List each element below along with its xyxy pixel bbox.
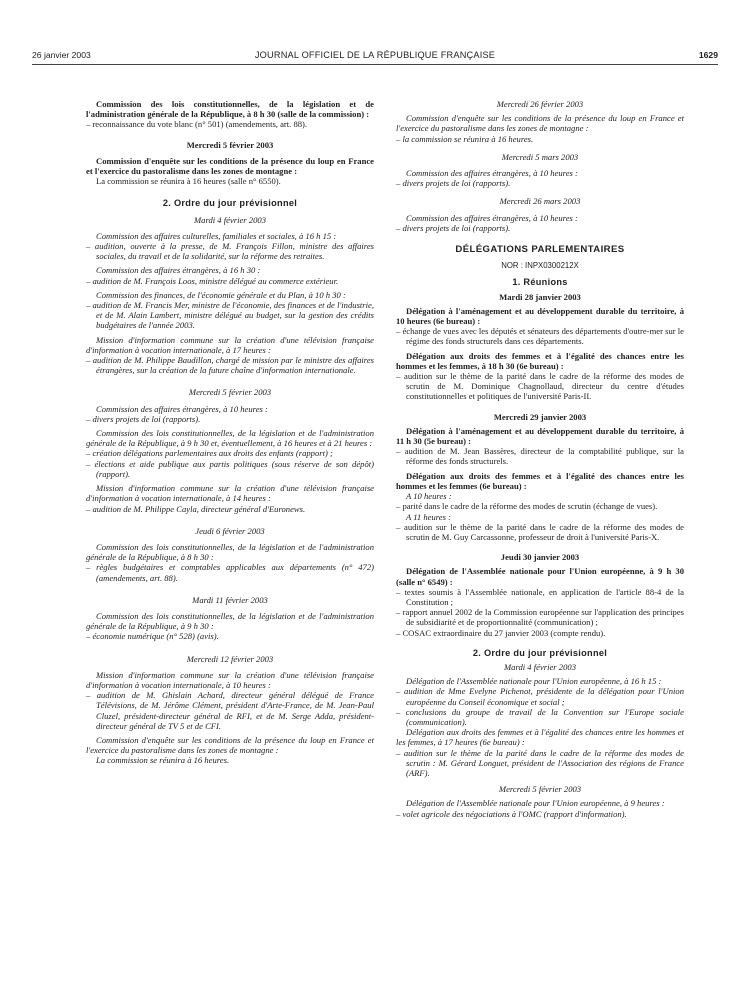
- block-title: Commission d'enquête sur les conditions de la présence du loup en France et l'exercice du pastoralisme dans les zones de montagne :: [396, 113, 684, 134]
- block-title: Délégation aux droits des femmes et à l'égalité des chances entre les hommes et les femmes (6e bureau) :: [396, 470, 684, 491]
- block-title: Commission des affaires étrangères, à 16 h 30 :: [96, 265, 261, 276]
- page-number: 1629: [698, 50, 718, 60]
- header-rule: [32, 64, 718, 65]
- block-title: Commission des affaires étrangères, à 10 heures :: [406, 212, 578, 223]
- date-heading: Mercredi 12 février 2003: [186, 653, 274, 664]
- agenda-item: – volet agricole des négociations à l'OMC (rapport d'information).: [396, 808, 627, 819]
- block-title: Délégation à l'aménagement et au développement durable du territoire, à 10 heures (6e bureau) :: [396, 305, 684, 327]
- agenda-item: – audition de Mme Evelyne Pichenot, présidente de la délégation pour l'Union européenne du Conseil économique et social ;: [396, 686, 684, 707]
- agenda-item: – élections et aide publique aux partis politiques (sous réserve de son dépôt) (rapport).: [86, 458, 374, 479]
- block-title: Mission d'information commune sur la création d'une télévision française d'information à vocation internationale, à 14 heures :: [86, 483, 374, 504]
- date-heading: Mercredi 26 mars 2003: [499, 196, 581, 207]
- block-text: La commission se réunira à 16 heures.: [96, 755, 230, 766]
- agenda-item: – audition sur le thème de la parité dans le cadre de la réforme des modes de scrutin de M. Dominique Chagnollaud, directeur du centre d'études constitutionnelles et politiques de l'université Paris-II.: [396, 371, 684, 402]
- section-heading: 2. Ordre du jour prévisionnel: [472, 647, 608, 658]
- agenda-item: – COSAC extraordinaire du 27 janvier 2003 (compte rendu).: [396, 627, 606, 638]
- agenda-item: – audition sur le thème de la parité dans le cadre de la réforme des modes de scrutin : M. Gérard Longuet, président de l'Association des régions de France (ARF).: [396, 747, 684, 778]
- block-title: Délégation aux droits des femmes et à l'égalité des chances entre les hommes et les femmes, à 17 heures (6e bureau) :: [396, 727, 684, 748]
- block-text: A 10 heures :: [406, 491, 452, 502]
- block-title: Commission des lois constitutionnelles, de la législation et de l'administration générale de la République, à 8 h 30 (salle de la commission) :: [86, 99, 374, 120]
- block-title: Commission des lois constitutionnelles, de la législation et de l'administration générale de la République, à 8 h 30 :: [86, 541, 374, 563]
- agenda-item: – audition sur le thème de la parité dans le cadre de la réforme des modes de scrutin de M. Guy Carcassonne, professeur de droit à l'université Paris-X.: [396, 521, 684, 542]
- section-heading: 2. Ordre du jour prévisionnel: [162, 198, 298, 209]
- agenda-item: – échange de vues avec les députés et sénateurs des départements d'outre-mer sur le régime des fonds structurels dans ces départements.: [396, 326, 684, 347]
- agenda-item: – la commission se réunira à 16 heures.: [396, 133, 534, 144]
- agenda-item: – rapport annuel 2002 de la Commission européenne sur l'application des principes de subsidiarité et de proportionnalité (communication) ;: [396, 607, 684, 628]
- block-text: A 11 heures :: [406, 511, 451, 522]
- block-title: Commission des affaires étrangères, à 10 heures :: [406, 168, 578, 179]
- block-title: Commission des affaires culturelles, familiales et sociales, à 16 h 15 :: [96, 230, 337, 241]
- date-heading: Mercredi 29 janvier 2003: [493, 411, 587, 422]
- delegations-heading: DÉLÉGATIONS PARLEMENTAIRES: [455, 244, 625, 256]
- date-heading: Mercredi 26 février 2003: [496, 99, 584, 109]
- agenda-item: – reconnaissance du vote blanc (n° 501) (amendements, art. 88).: [86, 119, 308, 130]
- header-date: 26 janvier 2003: [32, 50, 91, 60]
- block-title: Commission des finances, de l'économie générale et du Plan, à 10 h 30 :: [96, 289, 346, 300]
- block-title: Délégation de l'Assemblée nationale pour l'Union européenne, à 16 h 15 :: [406, 676, 662, 687]
- date-heading: Mardi 28 janvier 2003: [499, 291, 581, 302]
- right-column: [396, 99, 684, 819]
- agenda-item: – audition, ouverte à la presse, de M. François Fillon, ministre des affaires sociales, du travail et de la solidarité, sur la réforme des retraites.: [86, 241, 374, 262]
- nor-reference: NOR : INPX0300212X: [501, 261, 579, 271]
- block-title: Commission d'enquête sur les conditions de la présence du loup en France et l'exercice du pastoralisme dans les zones de montagne :: [86, 734, 374, 756]
- journal-title: JOURNAL OFFICIEL DE LA RÉPUBLIQUE FRANÇAISE: [254, 50, 496, 60]
- page-header: [32, 50, 718, 64]
- block-title: Délégation à l'aménagement et au développement durable du territoire, à 11 h 30 (5e bureau) :: [396, 425, 684, 447]
- agenda-item: – règles budgétaires et comptables applicables aux départements (n° 472) (amendements, art. 88).: [86, 562, 374, 583]
- date-heading: Mercredi 5 février 2003: [188, 387, 272, 398]
- date-heading: Jeudi 6 février 2003: [195, 525, 265, 536]
- agenda-item: – création délégations parlementaires aux droits des enfants (rapport) ;: [86, 448, 333, 459]
- agenda-item: – audition de M. Ghislain Achard, directeur général délégué de France Télévisions, de M. Jérôme Clément, président d'Arte-France, de M. Jean-Paul Cluzel, président-directeur général de RFI, et de M. Serge Adda, président-directeur général de TV 5 et de CFI.: [86, 690, 374, 731]
- agenda-item: – divers projets de loi (rapports).: [86, 413, 201, 424]
- block-text: La commission se réunira à 16 heures (salle n° 6550).: [96, 176, 281, 187]
- agenda-item: – parité dans le cadre de la réforme des modes de scrutin (échange de vues).: [396, 501, 658, 512]
- agenda-item: – économie numérique (n° 528) (avis).: [86, 631, 219, 642]
- left-column: [86, 99, 374, 766]
- date-heading: Mardi 11 février 2003: [192, 594, 268, 605]
- agenda-item: – audition de M. François Loos, ministre délégué au commerce extérieur.: [86, 275, 339, 286]
- block-title: Commission des lois constitutionnelles, de la législation et de l'administration générale de la République, à 9 h 30 :: [86, 610, 374, 632]
- block-title: Commission des affaires étrangères, à 10 heures :: [96, 403, 268, 414]
- date-heading: Mardi 4 février 2003: [503, 661, 576, 672]
- block-title: Délégation aux droits des femmes et à l'égalité des chances entre les hommes et les femmes, à 18 h 30 (6e bureau) :: [396, 350, 684, 371]
- block-title: Délégation de l'Assemblée nationale pour l'Union européenne, à 9 h 30 (salle n° 6549) :: [396, 566, 684, 587]
- agenda-item: – conclusions du groupe de travail de la Convention sur l'Europe sociale (communication).: [396, 706, 684, 727]
- agenda-item: – textes soumis à l'Assemblée nationale, en application de l'article 88-4 de la Constitution ;: [396, 586, 684, 607]
- block-title: Commission des lois constitutionnelles, de la législation et de l'administration générale de la République, à 9 h 30 et, éventuellement, à 16 heures et à 21 heures :: [86, 428, 374, 449]
- agenda-item: – audition de M. Francis Mer, ministre de l'économie, des finances et de l'industrie, et de M. Alain Lambert, ministre délégué au budget, sur la gestion des crédits budgétaires de l'année 2003.: [86, 300, 374, 331]
- section-heading: 1. Réunions: [512, 277, 568, 288]
- date-heading: Jeudi 30 janvier 2003: [500, 552, 580, 563]
- block-title: Mission d'information commune sur la création d'une télévision française d'information à vocation internationale, à 17 heures :: [86, 334, 374, 355]
- agenda-item: – audition de M. Philippe Cayla, directeur général d'Euronews.: [86, 503, 306, 514]
- date-heading: Mercredi 5 mars 2003: [501, 151, 579, 162]
- block-title: Commission d'enquête sur les conditions de la présence du loup en France et l'exercice du pastoralisme dans les zones de montagne :: [86, 155, 374, 177]
- agenda-item: – divers projets de loi (rapports).: [396, 178, 511, 189]
- date-heading: Mercredi 5 février 2003: [498, 784, 582, 795]
- date-heading: Mercredi 5 février 2003: [186, 139, 274, 150]
- block-title: Délégation de l'Assemblée nationale pour l'Union européenne, à 9 heures :: [406, 798, 665, 809]
- block-title: Mission d'information commune sur la création d'une télévision française d'information à vocation internationale, à 10 heures :: [86, 669, 374, 690]
- agenda-item: – audition de M. Jean Bassères, directeur de la comptabilité publique, sur la réforme des fonds structurels.: [396, 446, 684, 467]
- agenda-item: – audition de M. Philippe Baudillon, chargé de mission par le ministre des affaires étrangères, sur la création de la future chaîne d'information internationale.: [86, 355, 374, 376]
- agenda-item: – divers projets de loi (rapports).: [396, 222, 511, 233]
- date-heading: Mardi 4 février 2003: [193, 214, 266, 225]
